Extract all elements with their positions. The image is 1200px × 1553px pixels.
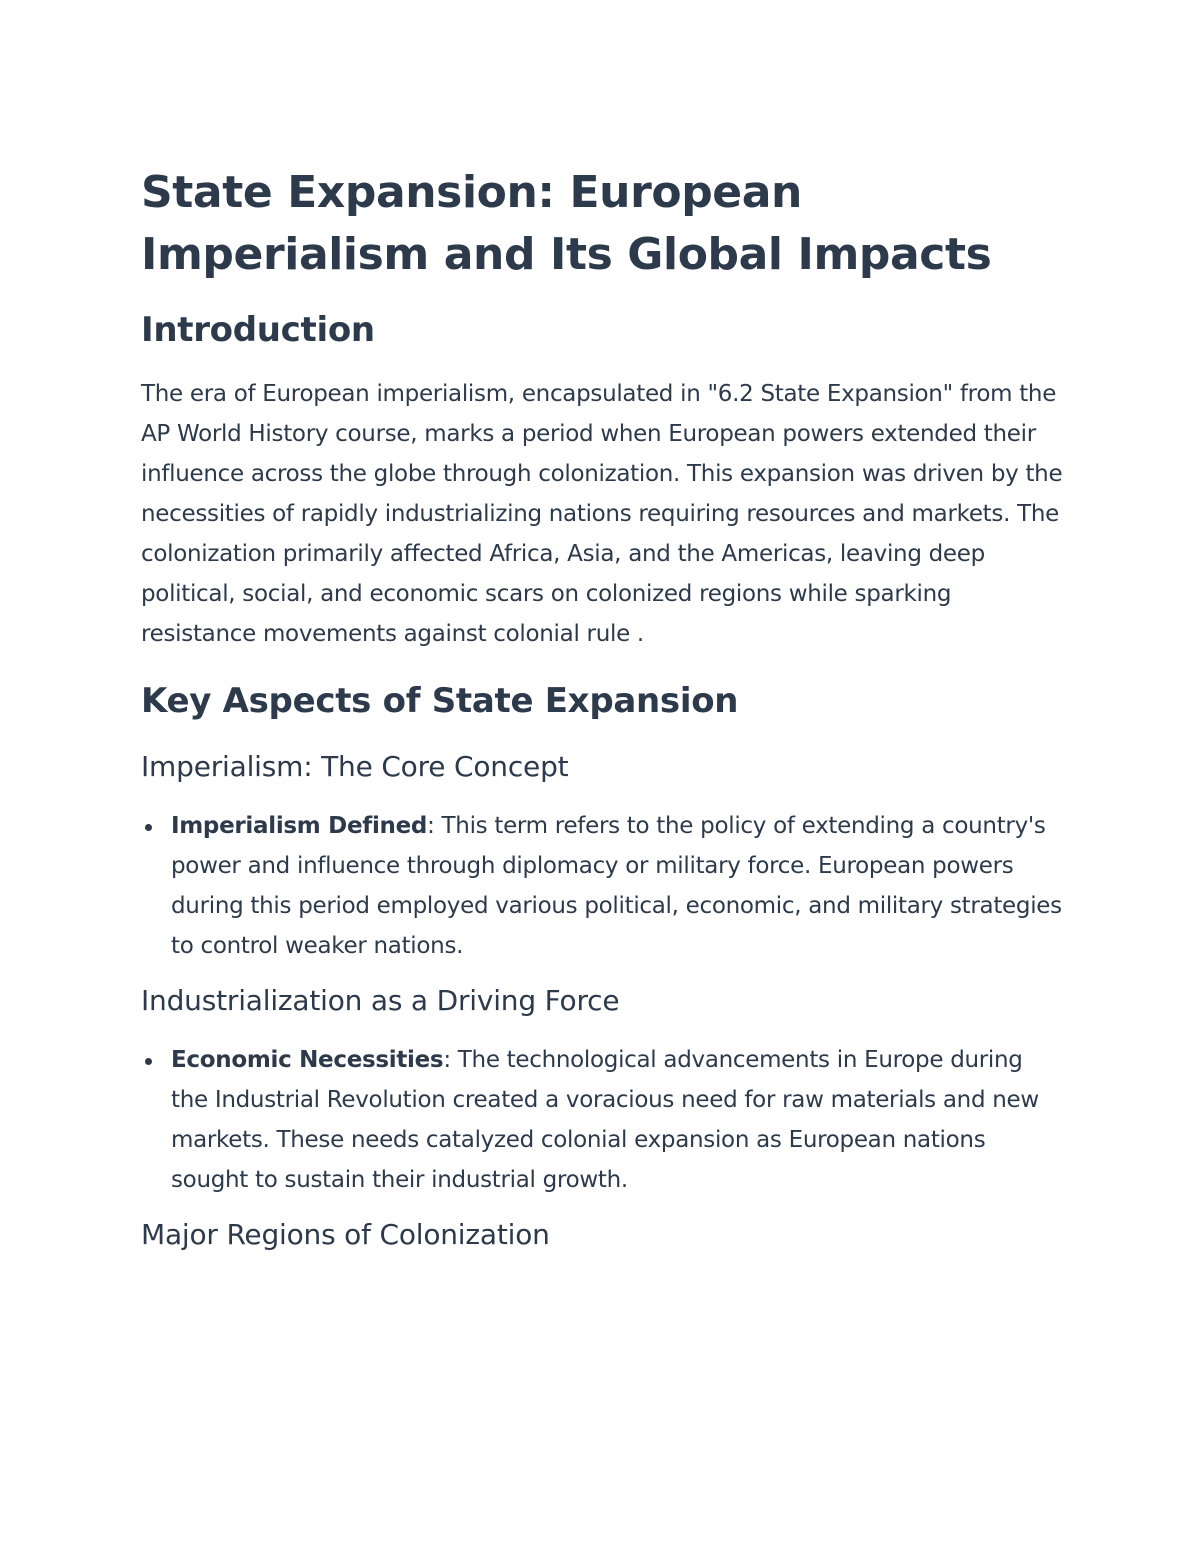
- subsection-heading-regions: Major Regions of Colonization: [141, 1218, 550, 1251]
- imperialism-bullet-list: [141, 806, 1066, 966]
- subsection-heading-industrialization: Industrialization as a Driving Force: [141, 984, 620, 1017]
- list-item-term: Imperialism Defined: [171, 813, 428, 839]
- subsection-heading-imperialism: Imperialism: The Core Concept: [141, 750, 569, 783]
- introduction-paragraph: The era of European imperialism, encapsulated in "6.2 State Expansion" from the AP World History course, marks a period when European powers extended their influence across the globe through colonization. This expansion was driven by the necessities of rapidly industrializing nations requiring resources and markets. The colonization primarily affected Africa, Asia, and the Americas, leaving deep political, social, and economic scars on colonized regions while sparking resistance movements against colonial rule .: [141, 381, 1063, 647]
- list-item-text: : This term refers to the policy of extending a country's power and influence through diplomacy or military force. European powers during this period employed various political, economic, and military strategies to control weaker nations.: [171, 813, 1062, 959]
- list-item: [171, 1040, 1066, 1200]
- section-heading-key-aspects: Key Aspects of State Expansion: [141, 681, 739, 721]
- industrialization-bullet-list: [141, 1040, 1066, 1200]
- list-item: [171, 806, 1066, 966]
- document-page: [141, 162, 1066, 1254]
- document-title: State Expansion: European Imperialism and Its Global Impacts: [141, 167, 992, 280]
- list-item-term: Economic Necessities: [171, 1047, 444, 1073]
- section-heading-introduction: Introduction: [141, 310, 375, 350]
- list-item-text: : The technological advancements in Europe during the Industrial Revolution created a voracious need for raw materials and new markets. These needs catalyzed colonial expansion as European nations sought to sustain their industrial growth.: [171, 1047, 1039, 1193]
